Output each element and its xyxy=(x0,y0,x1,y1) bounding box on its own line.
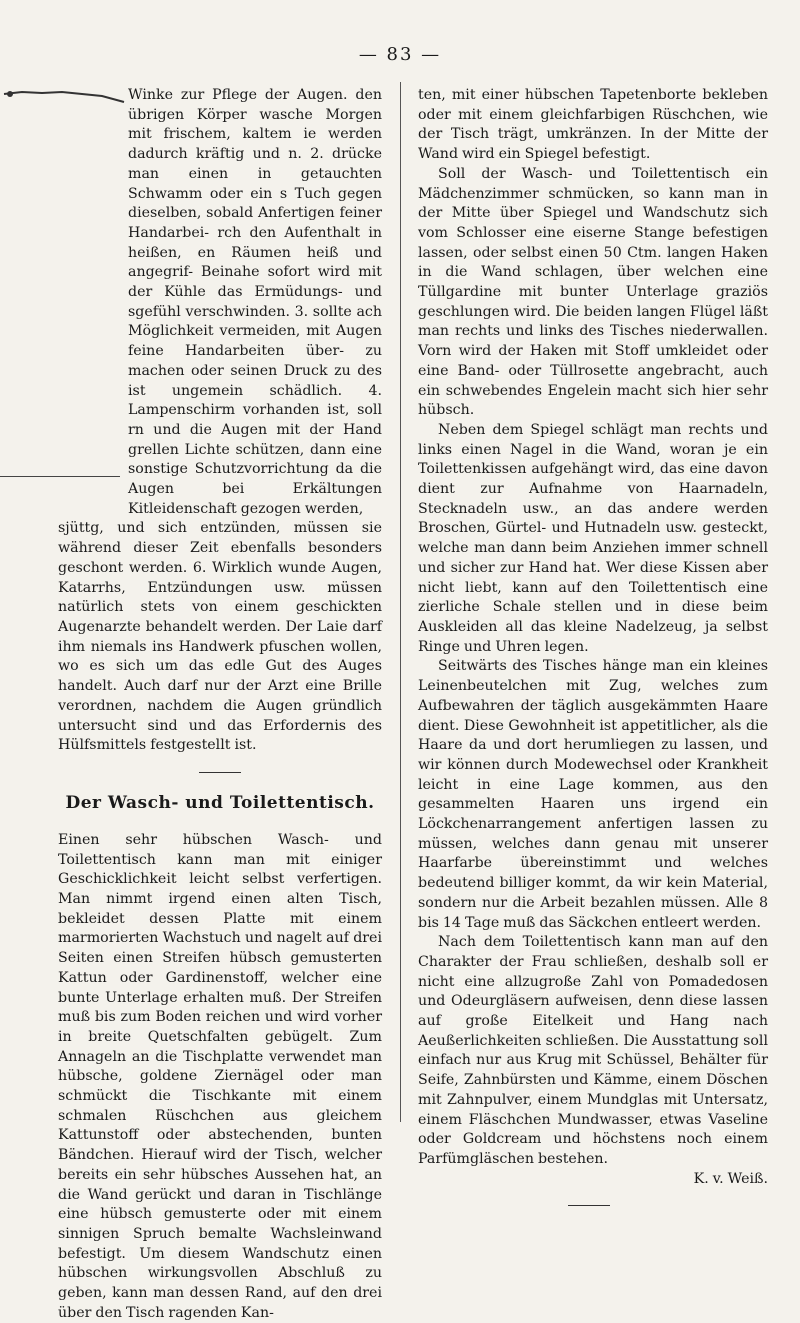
end-rule xyxy=(568,1205,610,1206)
paragraph-hair-bag: Seitwärts des Tisches hänge man ein kleines Leinenbeutelchen mit Zug, welches zum Aufbewahren der täglich ausgekämmten Haare dient. Diese Gewohnheit ist appetitlicher, als die Haare da und dort herumliegen zu lassen, und wir können durch Modewechsel oder Krankheit leicht in eine Lage kommen, aus den gesammelten Haaren uns irgend ein Löckchenarrangement anfertigen lassen zu müssen, welches dann genau mit unserer Haarfarbe übereinstimmt und welches bedeutend billiger kommt, da wir kein Material, sondern nur die Arbeit bezahlen müssen. Alle 8 bis 14 Tage muß das Säckchen entleert werden. xyxy=(418,658,768,931)
right-column xyxy=(418,86,768,1206)
paragraph-girls-room: Soll der Wasch- und Toilettentisch ein Mädchenzimmer schmücken, so kann man in der Mitte über Spiegel und Wandschutz sich vom Schlosser eine eiserne Stange befestigen lassen, oder selbst einen 50 Ctm. langen Haken in die Wand schlagen, über welchen eine Tüllgardine mit bunter Unterlage graziös geschlungen wird. Die beiden langen Flügel läßt man rechts und links des Tisches niederwallen. Vorn wird der Haken mit Stoff umkleidet oder eine Band- oder Tüllrosette angebracht, auch ein schwebendes Engelein macht sich hier sehr hübsch. xyxy=(418,165,768,419)
eye-care-continuation: sjüttg, und sich entzünden, müssen sie während dieser Zeit ebenfalls besonders geschont werden. 6. Wirklich wunde Augen, Katarrhs, Entzündungen usw. müssen natürlich stets von einem geschickten Augenarzte behandelt werden. Der Laie darf ihm niemals ins Handwerk pfuschen wollen, wo es sich um das edle Gut des Auges handelt. Auch darf nur der Arzt eine Brille verordnen, nachdem die Augen gründlich untersucht sind und das Erfordernis des Hülfsmittels festgestellt ist. xyxy=(58,520,382,754)
author-signature: K. v. Weiß. xyxy=(693,1170,768,1187)
paragraph-wall-decoration: ten, mit einer hübschen Tapetenborte bekleben oder mit einem gleichfarbigen Rüschchen, wie der Tisch trägt, umkränzen. In der Mitte der Wand wird ein Spiegel befestigt. xyxy=(418,87,768,163)
eye-care-paragraph: Winke zur Pflege der Augen. den übrigen Körper wasche Morgen mit frischem, kaltem ie werden dadurch kräftig und n. 2. drücke man einen in getauchten Schwamm oder ein s Tuch gegen dieselben, sobald Anfertigen feiner Handarbei- rch den Aufenthalt in heißen, en Räumen heiß und angegrif- Beinahe sofort wird mit der Kühle das Ermüdungs- und sgefühl verschwinden. 3. sollte ach Möglichkeit vermeiden, mit Augen feine Handarbeiten über- zu machen oder seinen Druck zu des ist ungemein schädlich. 4. Lampenschirm vorhanden ist, soll rn und die Augen mit der Hand grellen Lichte schützen, dann eine sonstige Schutzvorrichtung da die Augen bei Erkältungen Kitleidenschaft gezogen werden, xyxy=(128,87,382,517)
section-separator xyxy=(199,772,241,773)
article-paragraph: Einen sehr hübschen Wasch- und Toilettentisch kann man mit einiger Geschicklichkeit leicht selbst verfertigen. Man nimmt irgend einen alten Tisch, bekleidet dessen Platte mit einem marmorierten Wachstuch und nagelt auf drei Seiten einen Streifen hübsch gemusterten Kattun oder Gardinenstoff, welcher eine bunte Unterlage erhalten muß. Der Streifen muß bis zum Boden reichen und wird vorher in breite Quetschfalten gebügelt. Zum Annageln an die Tischplatte verwendet man hübsche, goldene Ziernägel oder man schmückt die Tischkante mit einem schmalen Rüschchen aus gleichem Kattunstoff oder abstechenden, bunten Bändchen. Hierauf wird der Tisch, welcher bereits ein sehr hübsches Aussehen hat, an die Wand gerückt und daran in Tischlänge eine hübsch gemusterte oder mit einem sinnigen Spruch bemalte Wachsleinwand befestigt. Um diesem Wandschutz einen hübschen wirkungsvollen Abschluß zu geben, kann man dessen Rand, auf den drei über den Tisch ragenden Kan- xyxy=(58,831,382,1321)
paragraph-cushions: Neben dem Spiegel schlägt man rechts und links einen Nagel in die Wand, woran je ein Toilettenkissen aufgehängt wird, das eine davon dient zur Aufnahme von Haarnadeln, Stecknadeln usw., an das andere werden Broschen, Gürtel- und Hutnadeln usw. gesteckt, welche man dann beim Anziehen immer schnell und sicher zur Hand hat. Wer diese Kissen aber nicht liebt, kann auf den Toilettentisch eine zierliche Schale stellen und in diese beim Auskleiden all das kleine Nadelzeug, ja selbst Ringe und Uhren legen. xyxy=(418,421,768,655)
paragraph-character: Nach dem Toilettentisch kann man auf den Charakter der Frau schließen, deshalb soll er nicht eine allzugroße Zahl von Pomadedosen und Odeurgläsern aufweisen, denn diese lassen auf große Eitelkeit und Hang nach Aeußerlichkeiten schließen. Die Ausstattung soll einfach nur aus Krug mit Schüssel, Behälter für Seife, Zahnbürsten und Kämme, einem Döschen mit Zahnpulver, einem Mundglas mit Untersatz, einem Fläschchen Mundwasser, etwas Vaseline oder Goldcream und höchstens noch einem Parfümgläschen bestehen. xyxy=(418,934,768,1167)
column-divider xyxy=(400,82,401,1122)
article-heading: Der Wasch- und Toilettentisch. xyxy=(65,792,375,813)
page-number: — 83 — xyxy=(358,44,442,65)
left-column xyxy=(58,86,382,1323)
